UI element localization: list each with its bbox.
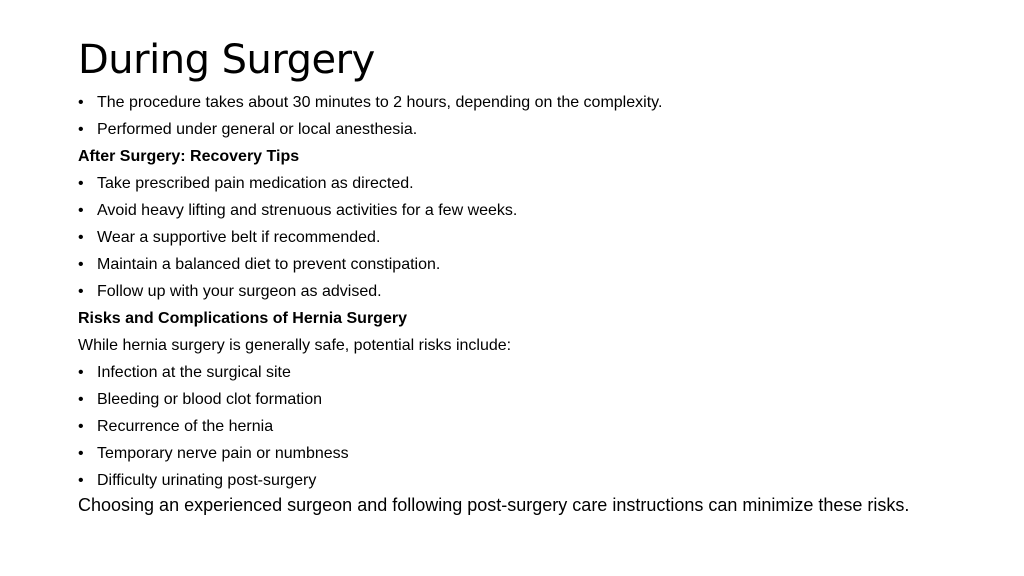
bullet-text: Take prescribed pain medication as directed.	[97, 175, 414, 192]
bullet-text: Infection at the surgical site	[97, 364, 291, 381]
bullet-item	[78, 170, 958, 197]
bullet-text: Wear a supportive belt if recommended.	[97, 229, 381, 246]
bullet-text: Maintain a balanced diet to prevent constipation.	[97, 256, 441, 273]
bullet-marker: •	[78, 229, 84, 246]
bullet-marker: •	[78, 364, 84, 381]
bullet-item	[78, 467, 958, 494]
bullet-marker: •	[78, 418, 84, 435]
slide-title: During Surgery	[78, 37, 375, 83]
bullet-marker: •	[78, 391, 84, 408]
bullet-text: Follow up with your surgeon as advised.	[97, 283, 382, 300]
bullet-marker: •	[78, 283, 84, 300]
bullet-marker: •	[78, 472, 84, 489]
bullet-item	[78, 116, 958, 143]
bullet-marker: •	[78, 121, 84, 138]
bullet-marker: •	[78, 94, 84, 111]
bullet-item	[78, 359, 958, 386]
bullet-item	[78, 224, 958, 251]
bullet-text: Avoid heavy lifting and strenuous activities for a few weeks.	[97, 202, 518, 219]
bullet-item	[78, 89, 958, 116]
bullet-marker: •	[78, 256, 84, 273]
bullet-item	[78, 440, 958, 467]
bullet-text: The procedure takes about 30 minutes to 2 hours, depending on the complexity.	[97, 94, 663, 111]
bullet-item	[78, 386, 958, 413]
closing-note: Choosing an experienced surgeon and following post-surgery care instructions can minimize these risks.	[78, 495, 910, 515]
risks-heading: Risks and Complications of Hernia Surgery	[78, 310, 407, 327]
bullet-item	[78, 278, 958, 305]
bullet-item	[78, 197, 958, 224]
bullet-marker: •	[78, 175, 84, 192]
risks-intro: While hernia surgery is generally safe, potential risks include:	[78, 337, 512, 354]
bullet-item	[78, 413, 958, 440]
recovery-heading: After Surgery: Recovery Tips	[78, 148, 300, 165]
bullet-text: Performed under general or local anesthesia.	[97, 121, 418, 138]
bullet-marker: •	[78, 445, 84, 462]
bullet-text: Temporary nerve pain or numbness	[97, 445, 349, 462]
slide-body	[78, 89, 958, 494]
bullet-marker: •	[78, 202, 84, 219]
bullet-text: Difficulty urinating post-surgery	[97, 472, 317, 489]
bullet-text: Bleeding or blood clot formation	[97, 391, 323, 408]
bullet-item	[78, 251, 958, 278]
bullet-text: Recurrence of the hernia	[97, 418, 274, 435]
